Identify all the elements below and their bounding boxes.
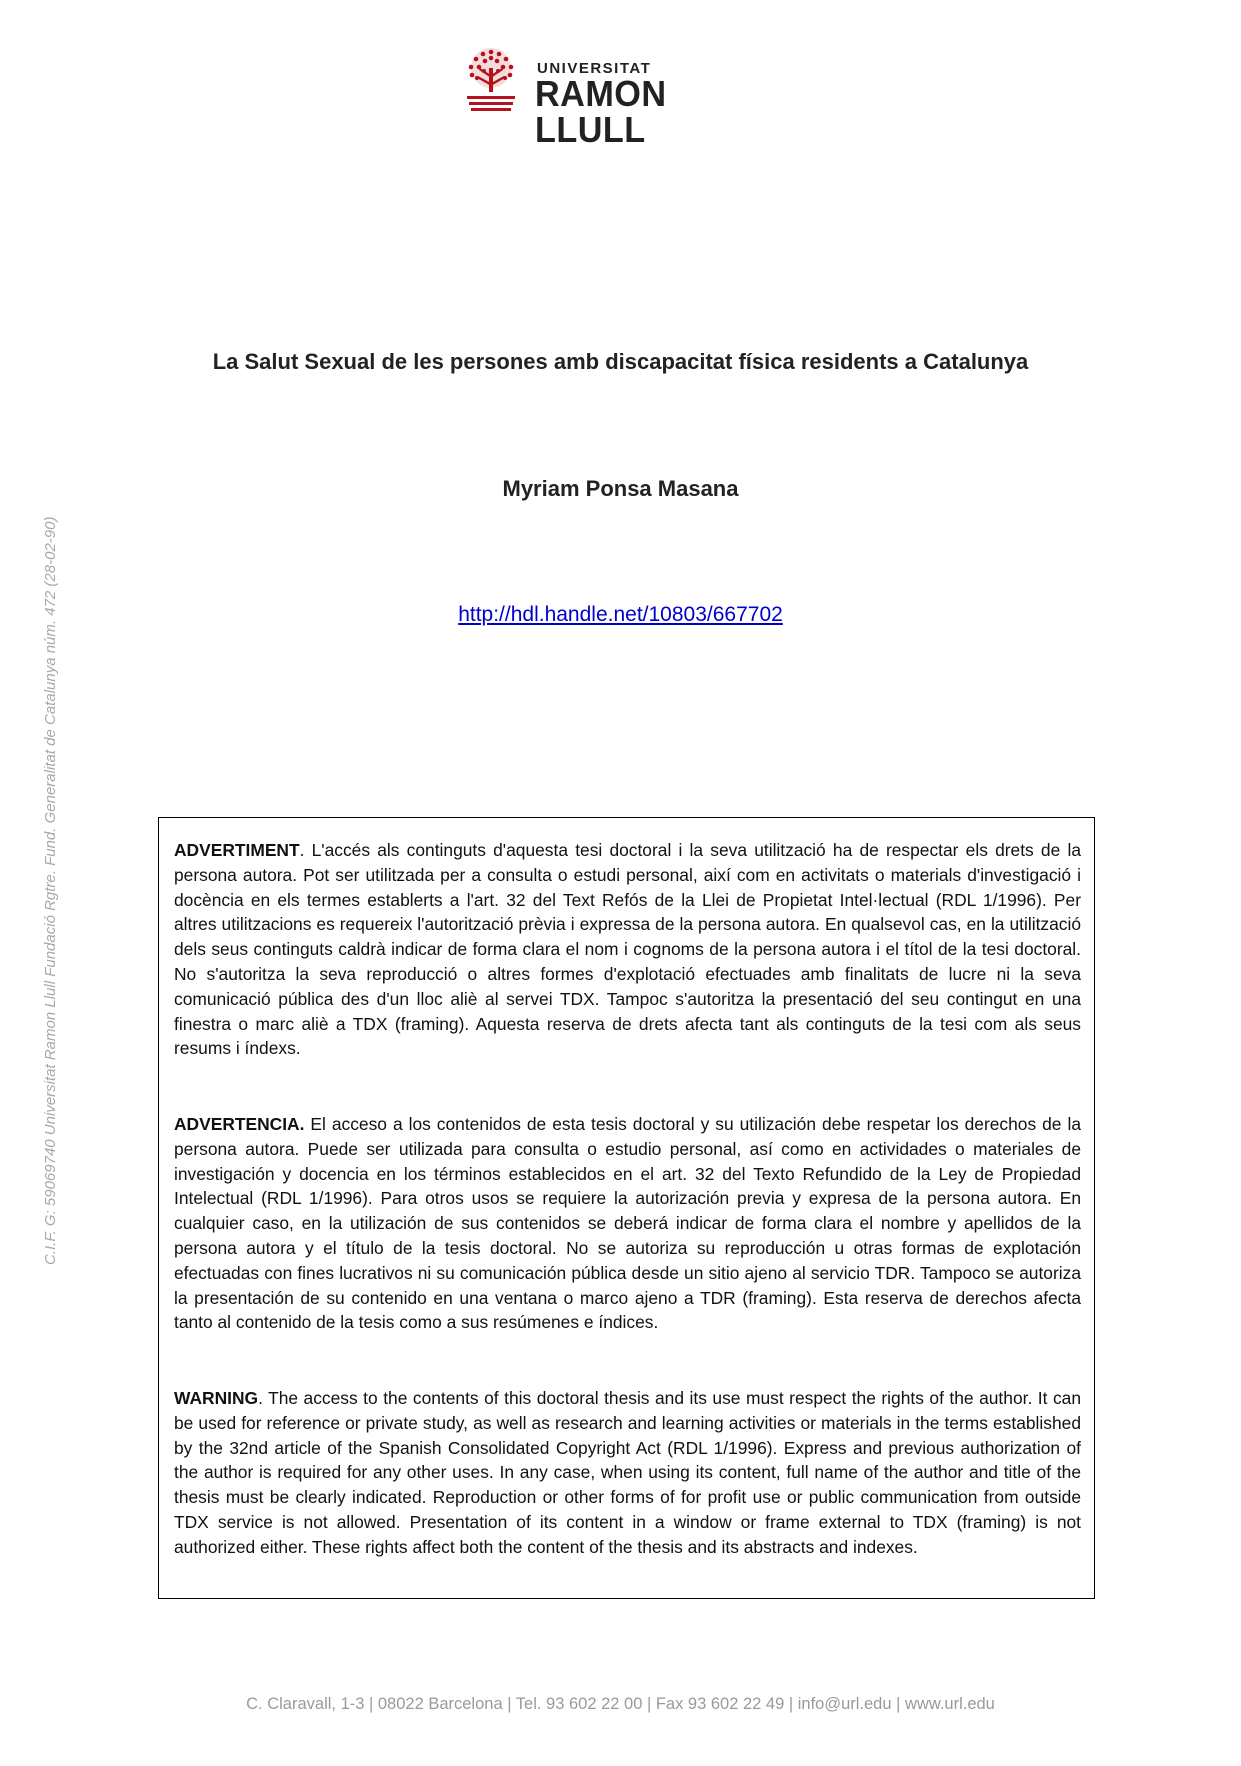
thesis-title: La Salut Sexual de les persones amb discapacitat física residents a Catalunya [212,349,1029,374]
tree-icon [455,44,527,116]
notice-text: El acceso a los contenidos de esta tesis doctoral y su utilización debe respetar los derechos de la persona autora. Puede ser utilizada para consulta o estudio personal, así como en actividades o materiales de investigación y docencia en los términos establecidos en el art. 32 del Texto Refundido de la Ley de Propiedad Intelectual (RDL 1/1996). Para otros usos se requiere la autorización previa y expresa de la persona autora. En cualquier caso, en la utilización de sus contenidos se deberá indicar de forma clara el nombre y apellidos de la persona autora y el título de la tesis doctoral. No se autoriza su reproducción u otras formas de explotación efectuadas con fines lucrativos ni su comunicación pública desde un sitio ajeno al servicio TDR. Tampoco se autoriza la presentación de su contenido en una ventana o marco ajeno a TDR (framing). Esta reserva de derechos afecta tanto al contenido de la tesis como a sus resúmenes e índices. [174,1114,1081,1333]
notice-spanish [174,1112,1081,1335]
notice-label: ADVERTENCIA. [174,1114,305,1134]
contact-footer: C. Claravall, 1-3 | 08022 Barcelona | Tel. 93 602 22 00 | Fax 93 602 22 49 | info@url.edu | www.url.edu [246,1695,995,1713]
registration-side-text: C.I.F. G: 59069740 Universitat Ramon Llull Fundació Rgtre. Fund. Generalitat de Catalunya núm. 472 (28-02-90) [42,516,59,1265]
notice-label: ADVERTIMENT [174,840,300,860]
notice-label: WARNING [174,1388,259,1408]
author-name: Myriam Ponsa Masana [502,476,739,501]
notice-text: . L'accés als continguts d'aquesta tesi doctoral i la seva utilització ha de respectar els drets de la persona autora. Pot ser utilitzada per a consulta o estudi personal, així com en activitats o materials d'investigació i docència en els termes establerts a l'art. 32 del Text Refós de la Llei de Propietat Intel·lectual (RDL 1/1996). Per altres utilitzacions es requereix l'autorització prèvia i expressa de la persona autora. En qualsevol cas, en la utilització dels seus continguts caldrà indicar de forma clara el nom i cognoms de la persona autora i el títol de la tesi doctoral. No s'autoritza la seva reproducció o altres formes d'explotació efectuades amb finalitats de lucre ni la seva comunicació pública des d'un lloc aliè al servei TDX. Tampoc s'autoritza la presentació del seu contingut en una finestra o marc aliè a TDX (framing). Aquesta reserva de drets afecta tant als continguts de la tesi com als seus resums i índexs. [174,840,1081,1059]
logo-line-2: RAMON LLULL [535,73,667,150]
handle-link[interactable]: http://hdl.handle.net/10803/667702 [458,603,783,626]
logo-line-1: UNIVERSITAT [537,60,652,77]
notice-english [174,1386,1081,1560]
university-logo [455,44,795,150]
notice-catalan [174,838,1081,1061]
notice-text: . The access to the contents of this doctoral thesis and its use must respect the rights of the author. It can be used for reference or private study, as well as research and learning activities or materials in the terms established by the 32nd article of the Spanish Consolidated Copyright Act (RDL 1/1996). Express and previous authorization of the author is required for any other uses. In any case, when using its content, full name of the author and title of the thesis must be clearly indicated. Reproduction or other forms of for profit use or public communication from outside TDX service is not allowed. Presentation of its content in a window or frame external to TDX (framing) is not authorized either. These rights affect both the content of the thesis and its abstracts and indexes. [174,1388,1081,1557]
